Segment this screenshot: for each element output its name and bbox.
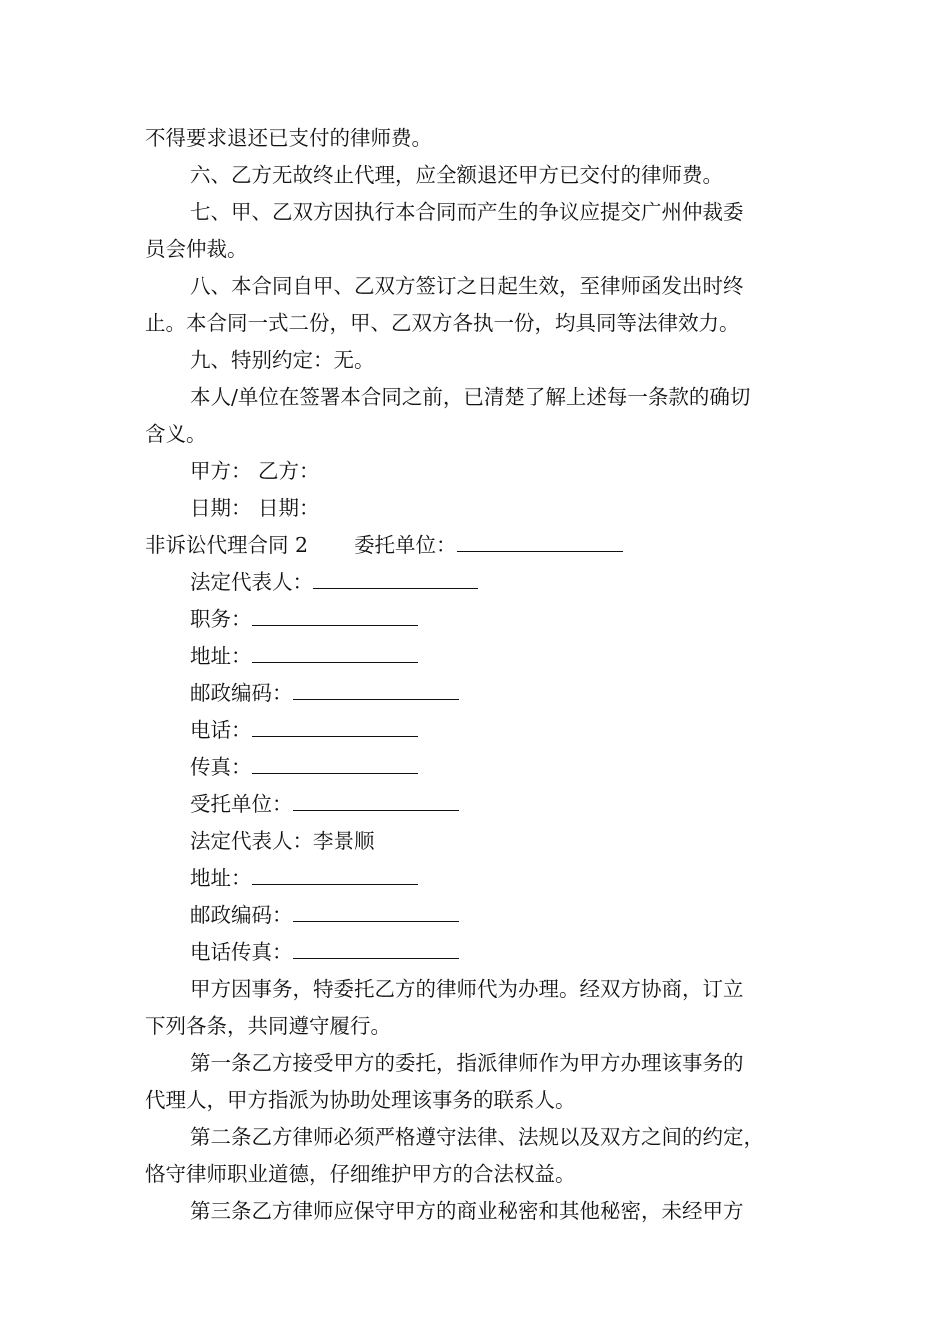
legal-representative: 法定代表人：李景顺 [190,829,375,853]
form-field [190,605,860,633]
form-field [190,938,860,966]
field-label: 委托单位： [354,533,457,557]
text-line: 员会仲裁。 [145,237,248,261]
article-two: 第二条乙方律师必须严格遵守法律、法规以及双方之间的约定， [190,1125,764,1149]
blank-line [293,679,459,700]
contract-title-line [145,531,815,559]
field-label: 地址： [190,644,252,668]
acknowledgement: 本人/单位在签署本合同之前，已清楚了解上述每一条款的确切 [190,385,751,409]
blank-line [252,753,418,774]
clause-seven: 七、甲、乙双方因执行本合同而产生的争议应提交广州仲裁委 [190,200,744,224]
signature-parties: 甲方： 乙方： [190,459,320,483]
blank-line [252,864,418,885]
field-label: 职务： [190,607,252,631]
form-field [190,642,860,670]
text-line: 恪守律师职业道德，仔细维护甲方的合法权益。 [145,1162,576,1186]
form-field [190,901,860,929]
text-line: 下列各条，共同遵守履行。 [145,1014,391,1038]
field-label: 传真： [190,755,252,779]
blank-line [252,716,418,737]
clause-eight: 八、本合同自甲、乙双方签订之日起生效，至律师函发出时终 [190,274,744,298]
clause-six: 六、乙方无故终止代理，应全额退还甲方已交付的律师费。 [190,163,723,187]
text-line: 含义。 [145,422,207,446]
text-line: 代理人，甲方指派为协助处理该事务的联系人。 [145,1088,576,1112]
field-label: 邮政编码： [190,903,293,927]
form-field [190,568,860,596]
field-label: 受托单位： [190,792,293,816]
blank-line [293,901,459,922]
form-field [190,679,860,707]
clause-nine: 九、特别约定：无。 [190,348,375,372]
article-three: 第三条乙方律师应保守甲方的商业秘密和其他秘密，未经甲方 [190,1199,744,1223]
intro-paragraph: 甲方因事务，特委托乙方的律师代为办理。经双方协商，订立 [190,977,744,1001]
blank-line [293,790,459,811]
form-field [190,790,860,818]
blank-line [252,642,418,663]
contract-title: 非诉讼代理合同 2 [145,533,309,557]
text-line: 止。本合同一式二份，甲、乙双方各执一份，均具同等法律效力。 [145,311,740,335]
form-field [190,864,860,892]
blank-line [313,568,478,589]
field-label: 电话： [190,718,252,742]
signature-dates: 日期： 日期： [190,496,320,520]
blank-line [293,938,459,959]
form-field [190,716,860,744]
field-label: 邮政编码： [190,681,293,705]
field-label: 电话传真： [190,940,293,964]
field-label: 地址： [190,866,252,890]
blank-line [252,605,418,626]
form-field [190,753,860,781]
article-one: 第一条乙方接受甲方的委托，指派律师作为甲方办理该事务的 [190,1051,744,1075]
text-line: 不得要求退还已支付的律师费。 [145,126,432,150]
field-label: 法定代表人： [190,570,313,594]
blank-line [457,531,623,552]
